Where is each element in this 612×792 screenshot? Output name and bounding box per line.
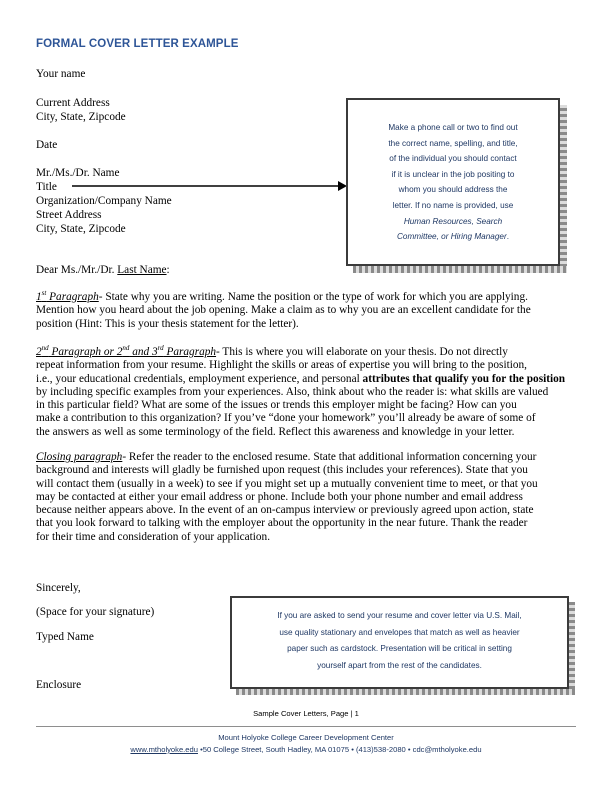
paragraph-2 — [36, 346, 572, 439]
enclosure-note: Enclosure — [36, 679, 82, 691]
typed-name: Typed Name — [36, 631, 94, 643]
document-heading: FORMAL COVER LETTER EXAMPLE — [36, 38, 239, 50]
website-link[interactable]: www.mtholyoke.edu — [130, 745, 198, 754]
footer-contact — [0, 745, 612, 754]
paragraph-line: i.e., your educational credentials, employment experience, and personal — [36, 372, 363, 385]
callout-line: use quality stationary and envelopes that match as well as heavier — [279, 627, 520, 637]
paragraph-line: for their time and consideration of your application. — [36, 530, 271, 543]
salutation — [36, 264, 170, 277]
sender-city: City, State, Zipcode — [36, 111, 126, 123]
paragraph-line: background and interests will gladly be furnished upon request (this includes your references). State that you — [36, 464, 528, 477]
callout-shadow — [353, 266, 567, 273]
paragraph-line: in this particular field? What are some of the issues or trends this employer might be facing? How can you — [36, 399, 517, 412]
callout-line: Committee, or Hiring Manager — [397, 232, 507, 242]
closing-paragraph-label: Closing paragraph — [36, 451, 123, 463]
paragraph-line: that you look forward to talking with the employer about the opportunity in the near future. Thank the reader — [36, 517, 528, 530]
paragraph-line: Mention how you heard about the job opening. Make a claim as to why you are an excellent candidate for the — [36, 304, 531, 317]
callout-line: Make a phone call or two to find out — [388, 123, 518, 132]
paragraph-1 — [36, 291, 572, 331]
recipient-name: Mr./Ms./Dr. Name — [36, 167, 120, 179]
callout-line: letter. If no name is provided, use — [392, 200, 514, 210]
callout-contact-tip — [346, 98, 560, 266]
callout-line: If you are asked to send your resume and cover letter via U.S. Mail, — [277, 611, 522, 620]
callout-line: if it is unclear in the job positing to — [391, 169, 515, 179]
sign-off: Sincerely, — [36, 582, 81, 594]
callout-shadow — [569, 602, 575, 695]
callout-line: the correct name, spelling, and title, — [388, 138, 518, 148]
paragraph-line: - This is where you will elaborate on your thesis. Do not directly — [216, 346, 508, 358]
salutation-suffix: : — [166, 264, 170, 276]
paragraph-1-label: 1st Paragraph — [36, 289, 99, 303]
sender-address: Current Address — [36, 97, 110, 109]
recipient-title: Title — [36, 181, 57, 193]
paragraph-line: make a contribution to this organization? If you’ve “done your homework” you’ll already be aware of some of — [36, 412, 536, 425]
salutation-prefix: Dear Ms./Mr./Dr. — [36, 264, 118, 276]
paragraph-line: - Refer the reader to the enclosed resume. State that additional information concerning your — [122, 451, 537, 463]
salutation-last-name: Last Name — [117, 264, 167, 276]
paragraph-2-label: 2nd Paragraph or 2nd and 3rd Paragraph — [36, 344, 217, 358]
callout-line: Human Resources, Search — [403, 216, 503, 226]
page-number: Sample Cover Letters, Page | 1 — [253, 709, 359, 718]
callout-shadow — [560, 105, 567, 273]
arrow-to-callout — [70, 179, 348, 193]
paragraph-line: may be contacted at either your email address or phone. Include both your phone number and email address — [36, 490, 523, 503]
recipient-organization: Organization/Company Name — [36, 195, 172, 207]
letter-date: Date — [36, 139, 58, 151]
paragraph-line: the answers as well as some terminology of the field. Reflect this awareness and knowledge in your letter. — [36, 425, 515, 438]
callout-line: whom you should address the — [398, 185, 508, 195]
callout-shadow — [236, 689, 575, 695]
paragraph-line: by including specific examples from your experiences. Also, think about who the reader is: what skills are valued — [36, 385, 549, 398]
footer-contact-details: •50 College Street, South Hadley, MA 01075 • (413)538-2080 • cdc@mtholyoke.edu — [197, 745, 482, 754]
callout-period: . — [506, 232, 509, 242]
paragraph-closing — [36, 451, 572, 544]
paragraph-line: repeat information from your resume. Highlight the skills or areas of expertise you will bring to the position, — [36, 359, 527, 372]
callout-line: yourself apart from the rest of the candidates. — [317, 660, 482, 670]
footer-divider — [36, 726, 576, 727]
paragraph-emphasis: attributes that qualify you for the position — [362, 372, 566, 385]
paragraph-line: - State why you are writing. Name the position or the type of work for which you are applying. — [98, 291, 528, 303]
recipient-street: Street Address — [36, 209, 102, 221]
recipient-city: City, State, Zipcode — [36, 223, 126, 235]
callout-line: paper such as cardstock. Presentation will be critical in setting — [287, 644, 512, 653]
paragraph-line: will contact them (usually in a week) to see if you might set up a mutually convenient time to meet, or that you — [36, 477, 538, 490]
sender-name: Your name — [36, 68, 86, 80]
paragraph-line: because neither appears above. In the event of an on-campus interview or previously agreed upon action, state — [36, 504, 534, 517]
callout-mail-tip — [230, 596, 569, 689]
paragraph-line: position (Hint: This is your thesis statement for the letter). — [36, 317, 299, 330]
signature-space: (Space for your signature) — [36, 606, 155, 618]
callout-line: of the individual you should contact — [389, 154, 517, 164]
footer-organization: Mount Holyoke College Career Development Center — [218, 733, 394, 742]
